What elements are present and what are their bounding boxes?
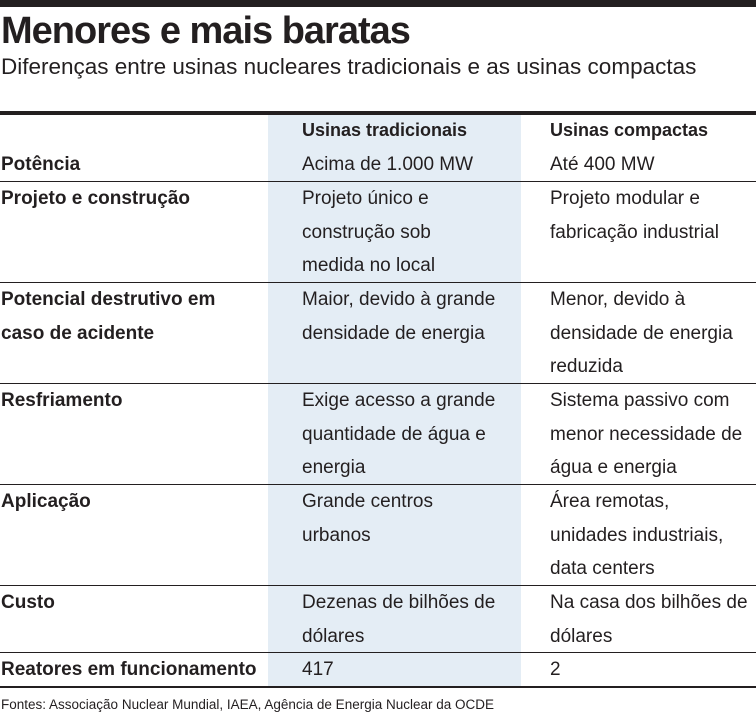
traditional-value-line: Exige acesso a grande [302, 390, 496, 411]
traditional-value-line: Grande centros [302, 491, 433, 512]
compact-value [550, 148, 655, 182]
compact-value-line: densidade de energia [550, 322, 733, 344]
compact-value-line: Sistema passivo com [550, 390, 730, 411]
compact-value-line: menor necessidade de [550, 423, 743, 445]
row-label [1, 148, 80, 182]
traditional-value-line: construção sob [302, 221, 431, 243]
compact-value [550, 283, 733, 384]
traditional-value-line: densidade de energia [302, 322, 485, 344]
traditional-value-line: Projeto único e [302, 188, 429, 209]
row-divider [0, 181, 756, 182]
traditional-value-line: Dezenas de bilhões de [302, 592, 496, 613]
row-label-line: Projeto e construção [1, 188, 190, 209]
compact-value [550, 653, 561, 687]
traditional-value [302, 586, 495, 653]
column-header-compact: Usinas compactas [550, 120, 709, 140]
compact-value-line: Na casa dos bilhões de [550, 592, 748, 613]
row-divider [0, 383, 756, 384]
bottom-rule [0, 686, 756, 688]
row-label-line: Custo [1, 592, 55, 613]
traditional-value-line: energia [302, 457, 366, 478]
compact-value-line: 2 [550, 659, 561, 680]
row-label [1, 283, 215, 350]
traditional-value-line: Acima de 1.000 MW [302, 154, 474, 175]
row-divider [0, 652, 756, 653]
page-title: Menores e mais baratas [1, 10, 410, 52]
top-rule [0, 0, 756, 7]
row-divider [0, 484, 756, 485]
column-header-traditional: Usinas tradicionais [302, 120, 468, 140]
row-label-line: caso de acidente [1, 322, 155, 344]
traditional-value [302, 182, 435, 283]
row-label-line: Potencial destrutivo em [1, 289, 216, 310]
compact-value-line: água e energia [550, 457, 677, 478]
row-label-line: Potência [1, 154, 81, 175]
compact-value [550, 182, 719, 249]
compact-value-line: Área remotas, [550, 491, 670, 512]
traditional-value [302, 485, 433, 552]
compact-value-line: reduzida [550, 356, 623, 377]
traditional-value-line: Maior, devido à grande [302, 289, 496, 310]
traditional-value-line: 417 [302, 659, 334, 680]
row-label-line: Aplicação [1, 491, 91, 512]
row-label [1, 384, 122, 418]
compact-value-line: fabricação industrial [550, 221, 719, 243]
row-label [1, 586, 55, 620]
row-divider [0, 585, 756, 586]
traditional-value [302, 384, 495, 485]
compact-value-line: data centers [550, 558, 655, 579]
row-label [1, 653, 257, 687]
row-label-line: Resfriamento [1, 390, 123, 411]
row-label-line: Reatores em funcionamento [1, 659, 257, 680]
source-note: Fontes: Associação Nuclear Mundial, IAEA, Agência de Energia Nuclear da OCDE [1, 697, 495, 712]
page-subtitle: Diferenças entre usinas nucleares tradicionais e as usinas compactas [1, 54, 697, 79]
row-label [1, 182, 190, 216]
compact-value-line: unidades industriais, [550, 524, 724, 546]
row-divider [0, 282, 756, 283]
compact-value [550, 586, 748, 653]
compact-value [550, 384, 742, 485]
traditional-value-line: dólares [302, 625, 365, 647]
traditional-value [302, 148, 473, 182]
compact-value-line: Até 400 MW [550, 154, 655, 175]
compact-value-line: Projeto modular e [550, 188, 700, 209]
traditional-value-line: quantidade de água e [302, 423, 486, 445]
compact-value [550, 485, 723, 586]
traditional-value [302, 653, 334, 687]
traditional-value [302, 283, 495, 350]
traditional-value-line: urbanos [302, 524, 371, 546]
row-label [1, 485, 91, 519]
compact-value-line: Menor, devido à [550, 289, 686, 310]
compact-value-line: dólares [550, 625, 613, 647]
traditional-value-line: medida no local [302, 255, 436, 276]
